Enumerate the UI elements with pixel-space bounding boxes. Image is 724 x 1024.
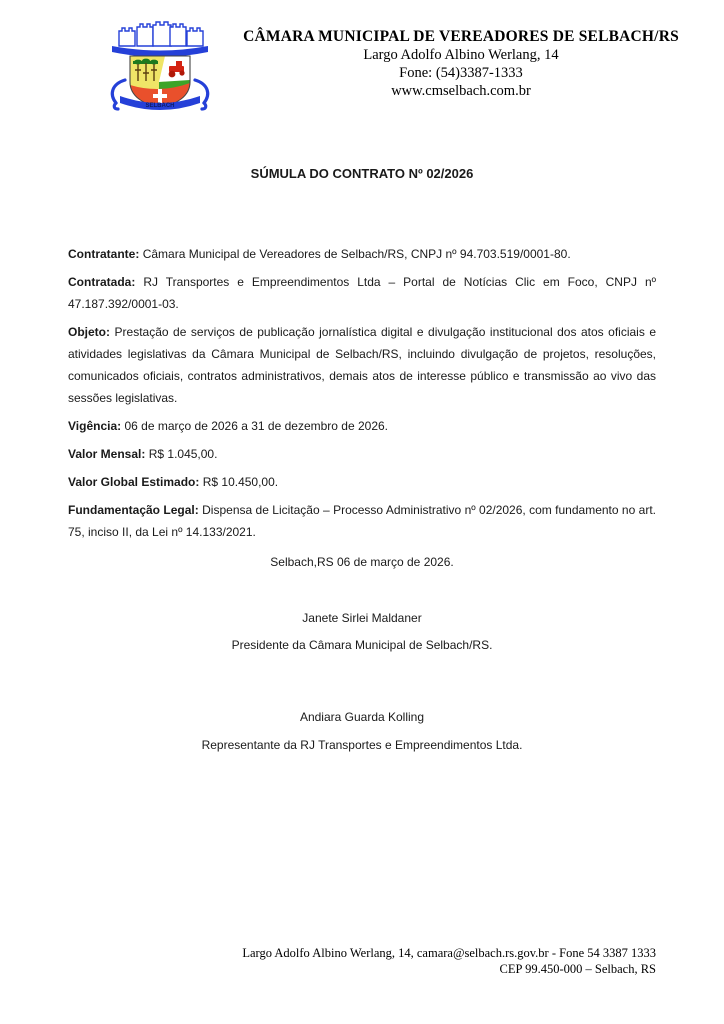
paragraph-contratada bbox=[68, 271, 656, 315]
organization-name: CÂMARA MUNICIPAL DE VEREADORES DE SELBACH/RS bbox=[243, 28, 679, 45]
paragraph-label: Contratada: bbox=[68, 275, 136, 289]
signature-role-representative: Representante da RJ Transportes e Empreendimentos Ltda. bbox=[201, 738, 523, 752]
mural-crown-icon bbox=[119, 22, 203, 46]
paragraph-contratante bbox=[68, 243, 656, 265]
paragraph-text: R$ 1.045,00. bbox=[148, 447, 218, 461]
organization-address: Largo Adolfo Albino Werlang, 14 bbox=[363, 47, 559, 63]
paragraph-text: R$ 10.450,00. bbox=[202, 475, 279, 489]
paragraph-text: Prestação de serviços de publicação jornalística digital e divulgação institucional dos atos oficiais e atividades legislativas da Câmara Municipal de Selbach/RS, incluindo divulgação de projetos, resoluções, comunicados oficiais, contratos administrativos, demais atos de interesse público e transmissão ao vivo das sessões legislativas. bbox=[68, 325, 657, 405]
paragraph-label: Fundamentação Legal: bbox=[68, 503, 199, 517]
signature-name-president: Janete Sirlei Maldaner bbox=[302, 611, 422, 625]
paragraph-label: Vigência: bbox=[68, 419, 122, 433]
paragraph-label: Valor Mensal: bbox=[68, 447, 146, 461]
footer-cep-line: CEP 99.450-000 – Selbach, RS bbox=[499, 961, 656, 976]
paragraph-valor-mensal bbox=[68, 443, 656, 465]
paragraph-label: Contratante: bbox=[68, 247, 140, 261]
paragraph-text: Câmara Municipal de Vereadores de Selbach/RS, CNPJ nº 94.703.519/0001-80. bbox=[142, 247, 571, 261]
page-footer bbox=[0, 946, 656, 977]
paragraph-valor-global bbox=[68, 471, 656, 493]
footer-address-line: Largo Adolfo Albino Werlang, 14, camara@selbach.rs.gov.br - Fone 54 3387 1333 bbox=[242, 946, 656, 960]
selbach-coat-of-arms-icon bbox=[102, 20, 218, 114]
paragraph-label: Objeto: bbox=[68, 325, 110, 339]
letterhead-text bbox=[218, 20, 704, 100]
paragraph-text: Dispensa de Licitação – Processo Administrativo nº 02/2026, com fundamento no art. 75, inciso II, da Lei nº 14.133/2021. bbox=[68, 503, 657, 539]
banner-text: SELBACH bbox=[145, 103, 175, 109]
paragraph-fundamentacao-legal bbox=[68, 499, 656, 543]
signature-name-representative: Andiara Guarda Kolling bbox=[299, 710, 425, 724]
paragraph-objeto bbox=[68, 321, 656, 409]
signature-role-president: Presidente da Câmara Municipal de Selbach/RS. bbox=[231, 638, 493, 652]
crown-base-band bbox=[112, 46, 208, 57]
organization-website: www.cmselbach.com.br bbox=[391, 83, 531, 99]
paragraph-text: 06 de março de 2026 a 31 de dezembro de 2026. bbox=[124, 419, 389, 433]
paragraph-text: RJ Transportes e Empreendimentos Ltda – Portal de Notícias Clic em Foco, CNPJ nº 47.187.392/0001-03. bbox=[68, 275, 656, 311]
document-title: SÚMULA DO CONTRATO Nº 02/2026 bbox=[250, 166, 474, 181]
document-body bbox=[68, 243, 656, 549]
paragraph-vigencia bbox=[68, 415, 656, 437]
organization-phone: Fone: (54)3387-1333 bbox=[399, 65, 523, 81]
date-line: Selbach,RS 06 de março de 2026. bbox=[270, 555, 454, 569]
paragraph-label: Valor Global Estimado: bbox=[68, 475, 200, 489]
letterhead bbox=[102, 20, 704, 114]
